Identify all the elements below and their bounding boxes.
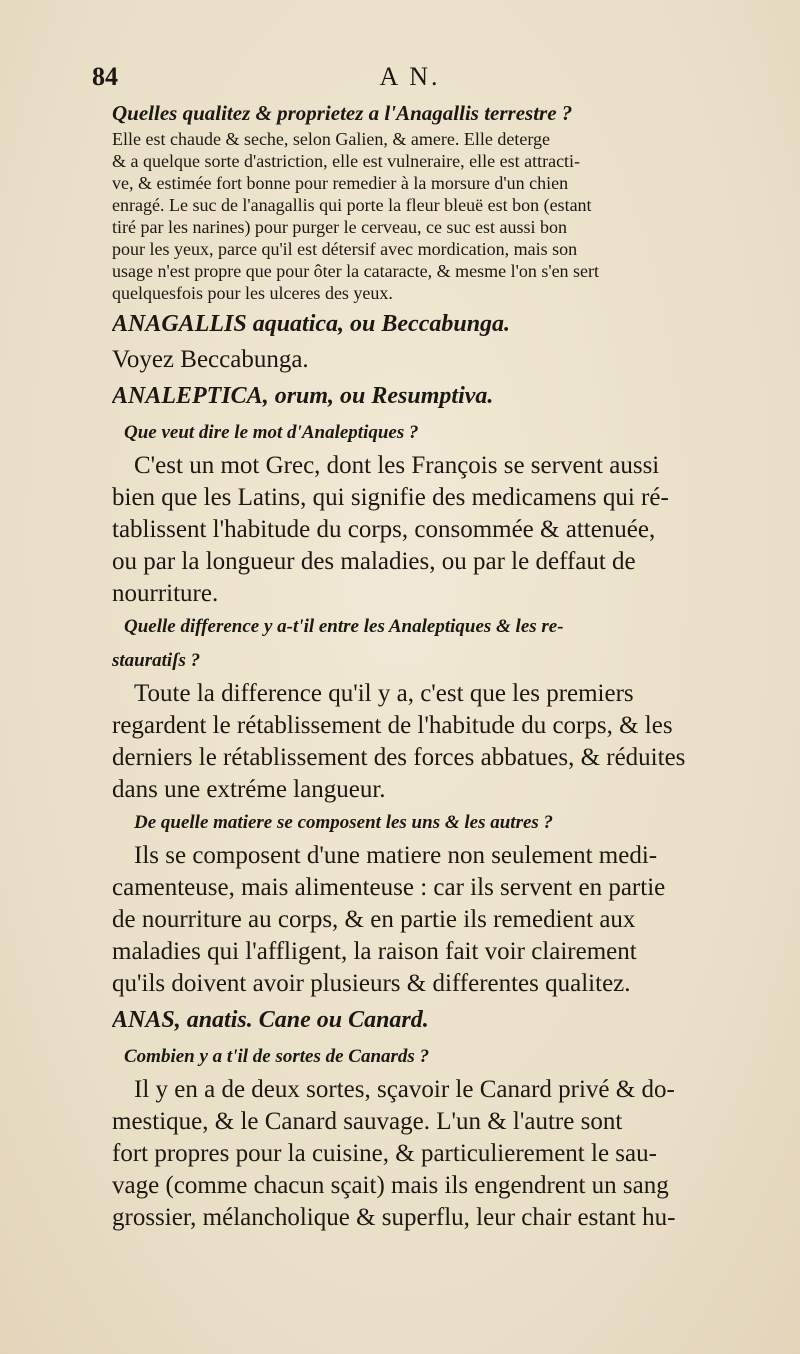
text-line: mestique, & le Canard sauvage. L'un & l'autre sont [112,1108,623,1135]
entry-anas [112,1000,766,1234]
text-line: derniers le rétablissement des forces abbatues, & réduites [112,744,686,771]
page-header [0,62,800,98]
question-heading: Quelle difference y a-t'il entre les Analeptiques & les re- [124,616,564,637]
text-line: de nourriture au corps, & en partie ils remedient aux [112,906,636,933]
entry-anagallis [112,98,766,304]
text-line: grossier, mélancholique & superflu, leur chair estant hu- [112,1204,676,1231]
text-line: usage n'est propre que pour ôter la cataracte, & mesme l'on s'en sert [112,261,600,281]
question-heading: Combien y a t'il de sortes de Canards ? [124,1046,430,1067]
text-line: vage (comme chacun sçait) mais ils engendrent un sang [112,1172,669,1199]
text-line: & a quelque sorte d'astriction, elle est vulneraire, elle est attracti- [112,151,581,171]
page-text [112,98,766,1234]
text-line: Elle est chaude & seche, selon Galien, & amere. Elle deterge [112,129,550,149]
question-heading: stauratiſs ? [112,650,201,671]
running-head: A N. [379,62,441,91]
entry-analeptica [112,376,766,1000]
text-line: ve, & estimée fort bonne pour remedier à la morsure d'un chien [112,173,569,193]
entry-heading: ANAGALLIS aquatica, ou Beccabunga. [112,311,511,337]
text-line: quelquesfois pour les ulceres des yeux. [112,283,393,303]
text-line: ou par la longueur des maladies, ou par le deffaut de [112,548,636,575]
page-number: 84 [92,62,118,91]
text-line: qu'ils doivent avoir plusieurs & differentes qualitez. [112,970,631,997]
text-line: maladies qui l'affligent, la raison fait voir clairement [112,938,637,965]
text-line: tiré par les narines) pour purger le cerveau, ce suc est aussi bon [112,217,567,237]
text-line: Il y en a de deux sortes, sçavoir le Canard privé & do- [134,1076,675,1103]
question-heading: De quelle matiere se composent les uns & les autres ? [134,812,554,833]
text-line: camenteuse, mais alimenteuse : car ils servent en partie [112,874,666,901]
text-line: enragé. Le suc de l'anagallis qui porte la fleur bleuë est bon (estant [112,195,592,215]
question-heading: Quelles qualitez & proprietez a l'Anagallis terrestre ? [112,101,573,125]
text-line: tablissent l'habitude du corps, consommée & attenuée, [112,516,656,543]
cross-reference: Voyez Beccabunga. [112,346,309,373]
entry-heading: ANALEPTICA, orum, ou Resumptiva. [112,383,494,409]
entry-heading: ANAS, anatis. Cane ou Canard. [112,1007,429,1033]
text-line: C'est un mot Grec, dont les François se servent aussi [134,452,660,479]
text-line: nourriture. [112,580,219,607]
text-line: dans une extréme langueur. [112,776,386,803]
entry-anagallis-aquatica [112,304,766,376]
text-line: pour les yeux, parce qu'il est détersif avec mordication, mais son [112,239,578,259]
question-heading: Que veut dire le mot d'Analeptiques ? [124,422,419,443]
text-line: Toute la difference qu'il y a, c'est que les premiers [134,680,634,707]
text-line: regardent le rétablissement de l'habitude du corps, & les [112,712,673,739]
text-line: bien que les Latins, qui signifie des medicamens qui ré- [112,484,669,511]
text-line: Ils se composent d'une matiere non seulement medi- [134,842,658,869]
text-line: fort propres pour la cuisine, & particulierement le sau- [112,1140,657,1167]
